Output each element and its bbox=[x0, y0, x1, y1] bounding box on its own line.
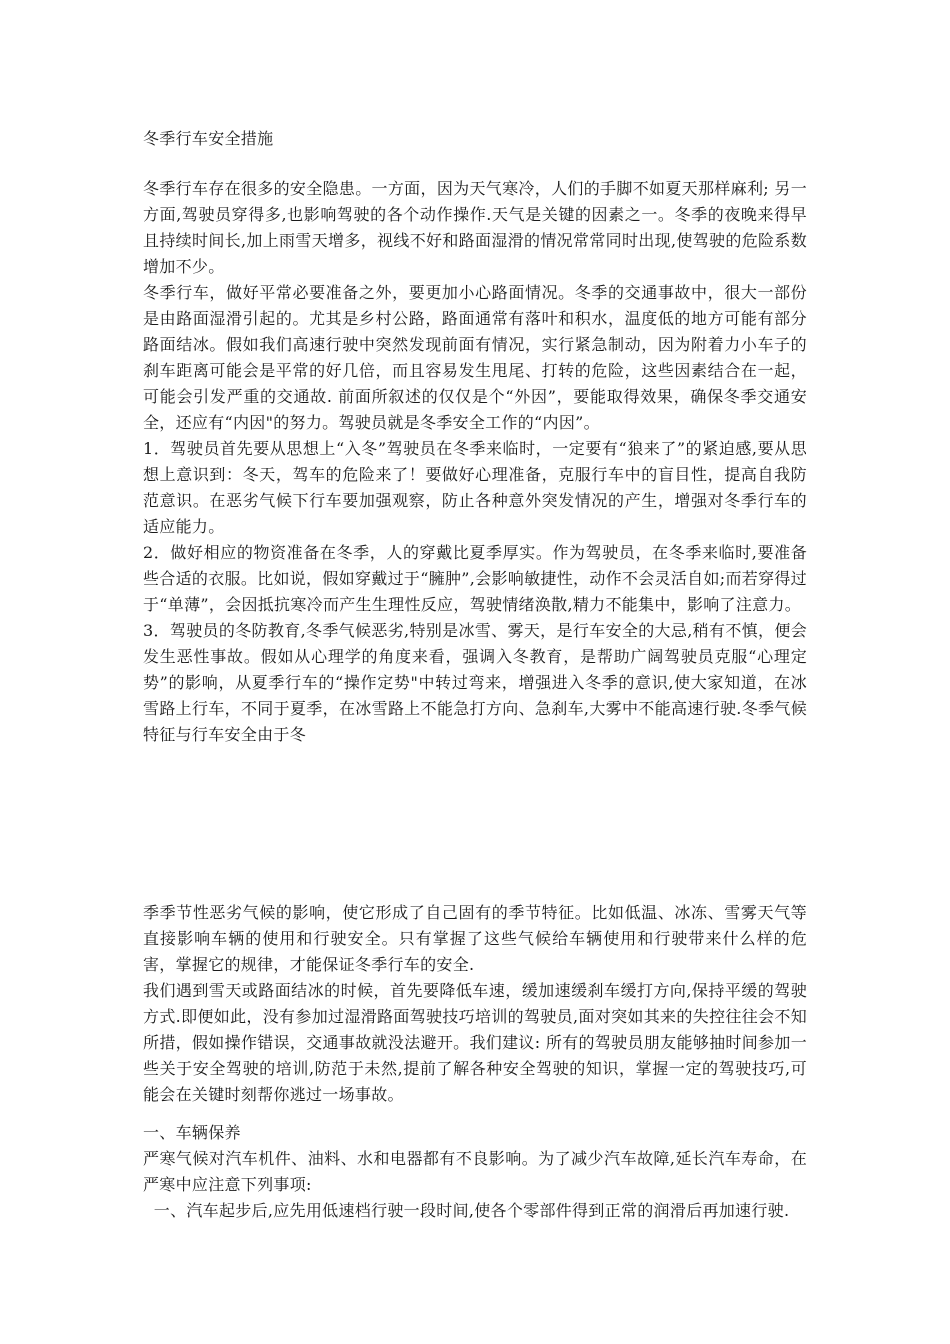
title-text: 冬季行车安全措施 bbox=[143, 129, 274, 148]
paragraph-driving-advice: 我们遇到雪天或路面结冰的时候，首先要降低车速，缓加速缓刹车缓打方向,保持平缓的驾驶方式.即便如此，没有参加过湿滑路面驾驶技巧培训的驾驶员,面对突如其来的失控往往会不知所措，假如操作错误，交通事故就没法避开。我们建议: 所有的驾驶员朋友能够抽时间参加一些关于安全驾驶的培训,防范于未然,提前了解各种安全驾驶的知识，掌握一定的驾驶技巧,可能会在关键时刻帮你逃过一场事故。 bbox=[143, 981, 807, 1104]
document-title bbox=[143, 126, 807, 152]
paragraph-seasonal-features: 季季节性恶劣气候的影响，使它形成了自己固有的季节特征。比如低温、冰冻、雪雾天气等直接影响车辆的使用和行驶安全。只有掌握了这些气候给车辆使用和行驶带来什么样的危害，掌握它的规律，才能保证冬季行车的安全. bbox=[143, 903, 807, 974]
paragraph-road-conditions: 冬季行车，做好平常必要准备之外，要更加小心路面情况。冬季的交通事故中，很大一部份是由路面湿滑引起的。尤其是乡村公路，路面通常有落叶和积水，温度低的地方可能有部分路面结冰。假如我们高速行驶中突然发现前面有情况，实行紧急制动，因为附着力小车子的刹车距离可能会是平常的好几倍，而且容易发生甩尾、打转的危险，这些因素结合在一起，可能会引发严重的交通故. 前面所叙述的仅仅是个“外因”，要能取得效果，确保冬季交通安全，还应有“内因"的努力。驾驶员就是冬季安全工作的“内因”。 bbox=[143, 283, 807, 432]
section-heading: 一、车辆保养 bbox=[143, 1123, 241, 1142]
paragraph-point-2: 2．做好相应的物资准备在冬季，人的穿戴比夏季厚实。作为驾驶员，在冬季来临时,要准备些合适的衣服。比如说，假如穿戴过于“臃肿”,会影响敏捷性，动作不会灵活自如;而若穿得过于“单薄”，会因抵抗寒冷而产生生理性反应，驾驶情绪涣散,精力不能集中，影响了注意力。 bbox=[143, 543, 807, 614]
paragraph-maintenance-intro: 严寒气候对汽车机件、油料、水和电器都有不良影响。为了减少汽车故障,延长汽车寿命，在严寒中应注意下列事项: bbox=[143, 1149, 807, 1194]
paragraph-maintenance-item-1: 一、汽车起步后,应先用低速档行驶一段时间,使各个零部件得到正常的润滑后再加速行驶. bbox=[143, 1201, 790, 1220]
maintenance-section bbox=[143, 1120, 807, 1224]
page1-body bbox=[143, 176, 807, 748]
page2-body bbox=[143, 900, 807, 1108]
paragraph-intro: 冬季行车存在很多的安全隐患。一方面，因为天气寒冷，人们的手脚不如夏天那样麻利; 另一方面,驾驶员穿得多,也影响驾驶的各个动作操作.天气是关键的因素之一。冬季的夜晚来得早且持续时间长,加上雨雪天增多，视线不好和路面湿滑的情况常常同时出现,使驾驶的危险系数增加不少。 bbox=[143, 179, 807, 276]
paragraph-point-1: 1．驾驶员首先要从思想上“入冬”驾驶员在冬季来临时，一定要有“狼来了”的紧迫感,要从思想上意识到：冬天，驾车的危险来了！要做好心理准备，克服行车中的盲目性，提高自我防范意识。在恶劣气候下行车要加强观察，防止各种意外突发情况的产生，增强对冬季行车的适应能力。 bbox=[143, 439, 807, 536]
paragraph-point-3: 3．驾驶员的冬防教育,冬季气候恶劣,特别是冰雪、雾天，是行车安全的大忌,稍有不慎，便会发生恶性事故。假如从心理学的角度来看，强调入冬教育，是帮助广阔驾驶员克服“心理定势”的影响，从夏季行车的“操作定势"中转过弯来，增强进入冬季的意识,使大家知道，在冰雪路上行车，不同于夏季，在冰雪路上不能急打方向、急刹车,大雾中不能高速行驶.冬季气候特征与行车安全由于冬 bbox=[143, 621, 807, 744]
